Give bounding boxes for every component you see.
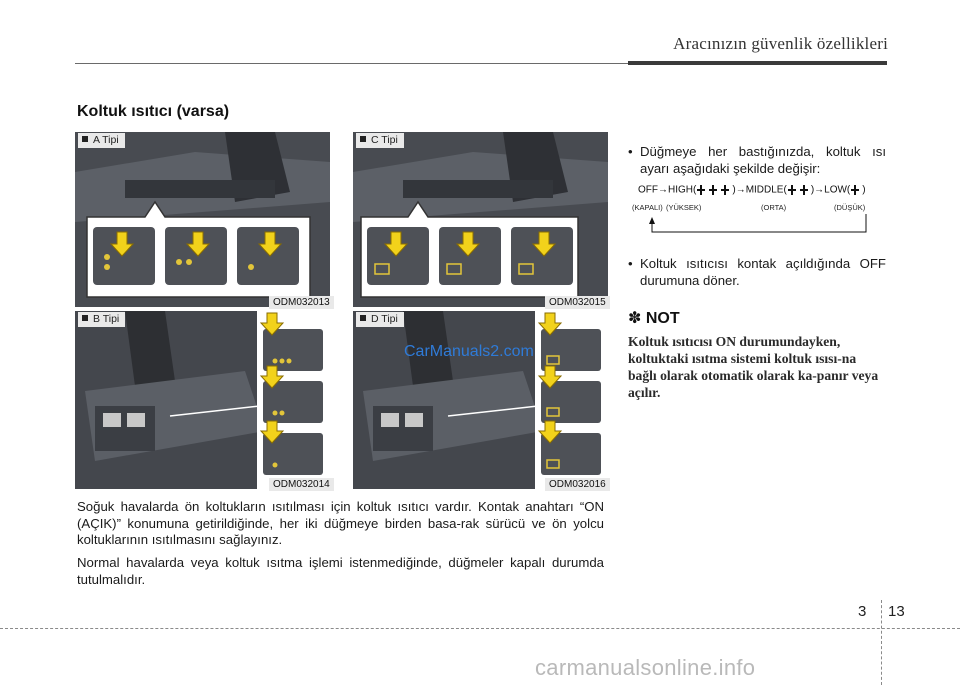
- body-paragraph-1: Soğuk havalarda ön koltukların ısıtılması için koltuk ısıtıcı vardır. Kontak anahtarı “ON (AÇIK)” konumuna getirildiğinde, her iki düğmeye birden basa-rak sürücü ve ön yolcu koltuklarının ısıtılmasını sağlayınız.: [77, 499, 604, 547]
- bullet-dot: •: [628, 256, 633, 271]
- bullet-1: • Düğmeye her bastığınızda, koltuk ısı ayarı aşağıdaki şekilde değişir:: [628, 144, 886, 176]
- header-rule-accent: [628, 61, 887, 65]
- footer-rule: [0, 628, 960, 629]
- figure-a-tag: A Tipi: [78, 133, 125, 148]
- square-bullet-icon: [82, 136, 88, 142]
- arrow-right-icon: →: [658, 184, 668, 196]
- footer-divider: [881, 600, 882, 685]
- heat-sequence: OFF→HIGH( )→MIDDLE( )→LOW( ): [638, 184, 866, 196]
- figure-a-illustration: [75, 132, 330, 307]
- figure-d: [353, 311, 608, 489]
- figure-b-code: ODM032014: [269, 478, 334, 491]
- figure-c: [353, 132, 608, 307]
- figure-a: [75, 132, 330, 307]
- heat-middle-icon: [788, 183, 810, 197]
- label-middle: (ORTA): [761, 203, 787, 212]
- header-title: Aracınızın güvenlik özellikleri: [673, 34, 888, 53]
- figure-b-tag: B Tipi: [78, 312, 125, 327]
- label-low: (DÜŞÜK): [834, 203, 866, 212]
- heat-low-icon: [851, 183, 861, 197]
- figure-c-tag: C Tipi: [356, 133, 404, 148]
- square-bullet-icon: [360, 136, 366, 142]
- page-number: 13: [888, 603, 905, 620]
- bullet-2: • Koltuk ısıtıcısı kontak açıldığında OFF durumuna döner.: [628, 256, 886, 288]
- figure-b: [75, 311, 330, 489]
- figure-d-illustration: [353, 311, 608, 489]
- figure-d-tag: D Tipi: [356, 312, 404, 327]
- heat-high-icon: [697, 183, 731, 197]
- figure-d-code: ODM032016: [545, 478, 610, 491]
- body-paragraph-2: Normal havalarda veya koltuk ısıtma işlemi istenmediğinde, düğmeler kapalı durumda tutulmalıdır.: [77, 555, 604, 587]
- arrow-right-icon: →: [814, 184, 825, 196]
- arrow-right-icon: →: [735, 184, 746, 196]
- bullet-dot: •: [628, 144, 633, 159]
- figure-a-code: ODM032013: [269, 296, 334, 309]
- section-title: Koltuk ısıtıcı (varsa): [77, 103, 230, 120]
- label-high: (YÜKSEK): [666, 203, 702, 212]
- note-body: Koltuk ısıtıcısı ON durumundayken, koltuktaki ısıtma sistemi koltuk ısısı-na bağlı olarak otomatik olarak ka-panır veya açılır.: [628, 334, 879, 400]
- label-off: (KAPALI): [632, 203, 663, 212]
- figure-c-code: ODM032015: [545, 296, 610, 309]
- square-bullet-icon: [360, 315, 366, 321]
- figure-c-illustration: [353, 132, 608, 307]
- section-number: 3: [858, 603, 867, 620]
- note-title: ✽ NOT: [628, 310, 680, 327]
- square-bullet-icon: [82, 315, 88, 321]
- site-watermark: carmanualsonline.info: [535, 655, 756, 680]
- figure-watermark: CarManuals2.com: [404, 343, 534, 360]
- figure-b-illustration: [75, 311, 330, 489]
- loop-back-arrow: [644, 212, 874, 236]
